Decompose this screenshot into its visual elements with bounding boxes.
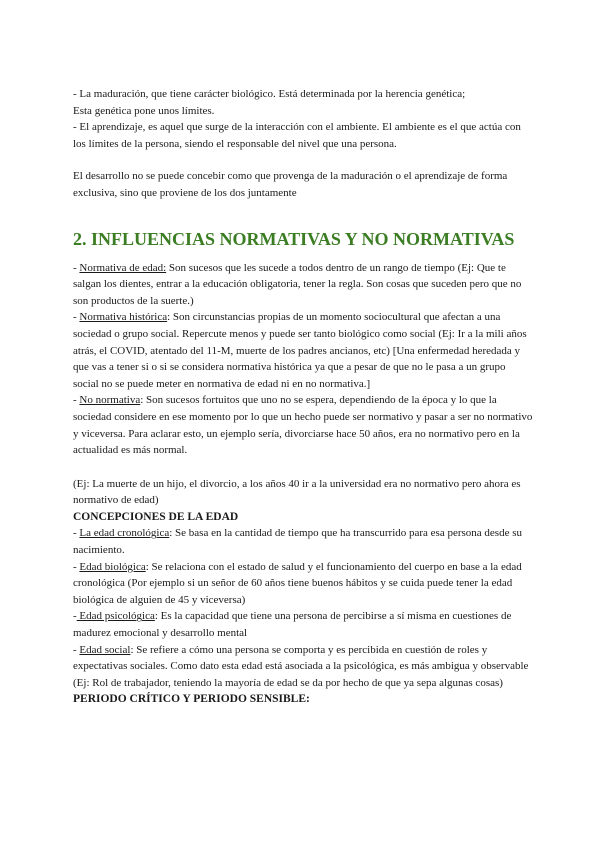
learning-paragraph: - El aprendizaje, es aquel que surge de la interacción con el ambiente. El ambiente es el que actúa con los límites de la persona, siendo el responsable del nivel que una persona. bbox=[73, 121, 521, 150]
term-no-normativa: No normativa bbox=[79, 394, 141, 407]
term-normativa-historica: Normativa histórica bbox=[79, 311, 168, 324]
edad-biologica-item: - Edad biológica: Se relaciona con el estado de salud y el funcionamiento del cuerpo en base a la edad cronológica (Por ejemplo si un señor de 60 años tiene buenos hábitos y se cuida puede tener la edad biológica de alguien de 45 y viceversa) bbox=[73, 560, 522, 606]
conceptions-heading: CONCEPCIONES DE LA EDAD bbox=[73, 510, 239, 523]
normativa-historica-item: - Normativa histórica: Son circunstancias propias de un momento sociocultural que afectan a una sociedad o grupo social. Repercute menos y puede ser tanto biológico como social (Ej: Ir a la mili años atrás, el COVID, atentado del 11-M, muerte de los padres ancianos, etc) [Una enfermedad heredada y que vas a tener si o si se considera normativa histórica ya que a pesar de que no le pasa a un grupo social no se puede meter en normativa de edad ni en no normativa.] bbox=[73, 311, 527, 390]
no-normativa-item: - No normativa: Son sucesos fortuitos que uno no se espera, dependiendo de la época y lo que la sociedad considere en ese momento por lo que un hecho puede ser normativo y pasar a ser no normativo y viceversa. Para aclarar esto, un ejemplo sería, divorciarse hace 50 años, era no normativo pero en la actualidad es más normal. bbox=[73, 394, 533, 457]
edad-social-item: - Edad social: Se refiere a cómo una persona se comporta y es percibida en cuestión de roles y expectativas sociales. Como dato esta edad está asociada a la psicológica, es más ambigua y observable (Ej: Rol de trabajador, teniendo la mayoría de edad se da por hecho de que ya sepa algunas cosas) bbox=[73, 643, 529, 689]
term-edad-psicologica: Edad psicológica bbox=[76, 610, 155, 623]
term-edad-biologica: Edad biológica bbox=[79, 560, 146, 573]
example-paragraph: (Ej: La muerte de un hijo, el divorcio, a los años 40 ir a la universidad era no normativo pero ahora es normativo de edad) bbox=[73, 477, 521, 507]
term-normativa-edad: Normativa de edad: bbox=[79, 261, 167, 274]
term-edad-cronologica: La edad cronológica bbox=[79, 527, 170, 540]
edad-psicologica-item: - Edad psicológica: Es la capacidad que tiene una persona de percibirse a sí misma en cuestiones de madurez emocional y desarrollo mental bbox=[73, 610, 512, 640]
section-2-heading: 2. INFLUENCIAS NORMATIVAS Y NO NORMATIVAS bbox=[73, 228, 515, 249]
maturation-paragraph: - La maduración, que tiene carácter biológico. Está determinada por la herencia genética; Esta genética pone unos límites. bbox=[73, 88, 466, 117]
term-edad-social: Edad social bbox=[79, 643, 131, 656]
edad-cronologica-item: - La edad cronológica: Se basa en la cantidad de tiempo que ha transcurrido para esa persona desde su nacimiento. bbox=[73, 527, 523, 557]
development-paragraph: El desarrollo no se puede concebir como que provenga de la maduración o el aprendizaje de forma exclusiva, sino que proviene de los dos juntamente bbox=[73, 170, 508, 199]
document-body bbox=[73, 86, 533, 708]
normativa-edad-item: - Normativa de edad: Son sucesos que les sucede a todos dentro de un rango de tiempo (Ej: Que te salgan los dientes, entrar a la educación obligatoria, tener la regla. Son cosas que suceden pero que no son productos de la suerte.) bbox=[73, 261, 522, 307]
critical-period-heading: PERIODO CRÍTICO Y PERIODO SENSIBLE: bbox=[73, 693, 310, 706]
